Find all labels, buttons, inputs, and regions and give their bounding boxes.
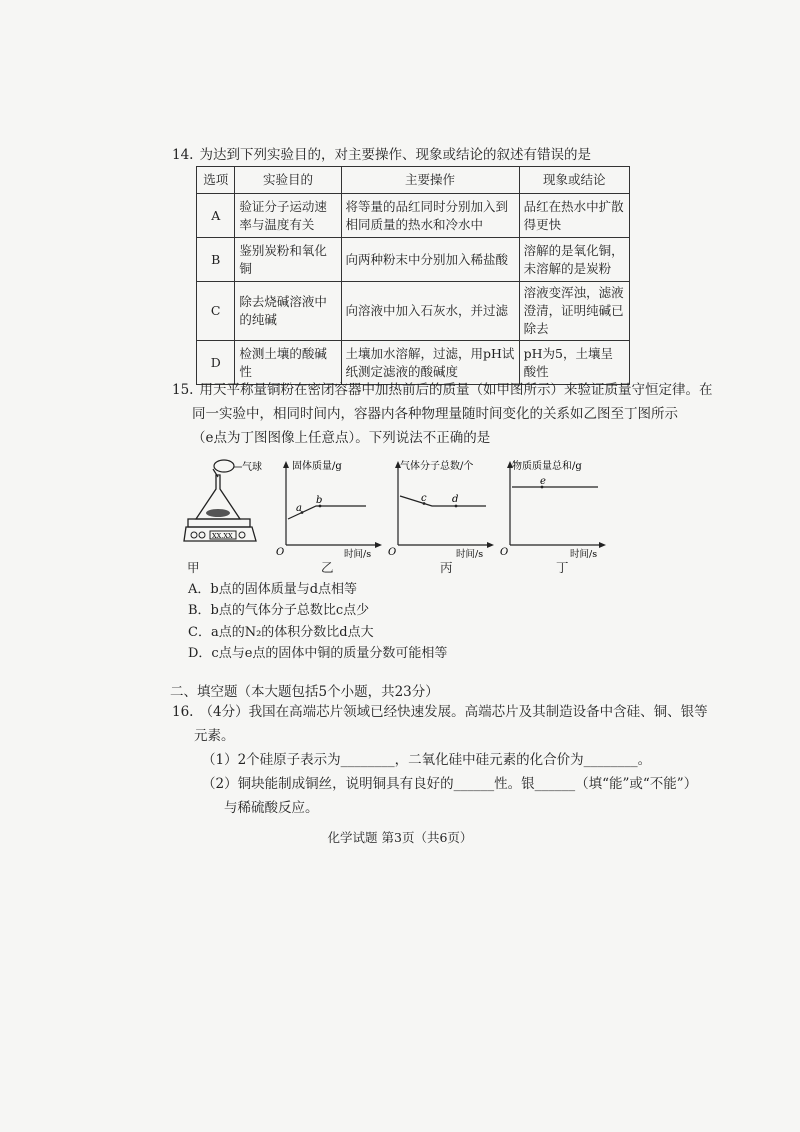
figure-jia-label: 甲 <box>187 560 200 575</box>
svg-text:c: c <box>421 493 427 504</box>
table-cell: 溶液变浑浊，滤液澄清，证明纯碱已除去 <box>519 282 629 341</box>
table-row <box>197 238 630 282</box>
options-table <box>196 166 630 385</box>
table-cell: 溶解的是氧化铜，未溶解的是炭粉 <box>519 238 629 282</box>
page-footer: 化学试题 第3页（共6页） <box>327 830 473 845</box>
question-14-stem: 14. 为达到下列实验目的，对主要操作、现象或结论的叙述有错误的是 <box>172 147 591 163</box>
table-cell: 除去烧碱溶液中的纯碱 <box>235 282 341 341</box>
copper-powder <box>206 509 230 517</box>
figure-jia-apparatus <box>180 455 280 555</box>
table-cell: B <box>197 238 235 282</box>
x-axis-label: 时间/s <box>456 549 484 560</box>
choice-d: D．c点与e点的固体中铜的质量分数可能相等 <box>188 646 448 661</box>
table-header: 现象或结论 <box>519 167 629 194</box>
table-cell: 将等量的品红同时分别加入到相同质量的热水和冷水中 <box>341 194 519 238</box>
choice-b: B．b点的气体分子总数比c点少 <box>188 603 370 618</box>
table-cell: 向两种粉末中分别加入稀盐酸 <box>341 238 519 282</box>
point-d <box>455 505 458 508</box>
balloon-shape <box>214 460 234 472</box>
table-cell: 验证分子运动速率与温度有关 <box>235 194 341 238</box>
sub-question-1: （1）2个硅原子表示为________，二氧化硅中硅元素的化合价为________。 <box>202 752 652 768</box>
choice-a: A．b点的固体质量与d点相等 <box>188 582 358 597</box>
table-cell: 鉴别炭粉和氧化铜 <box>235 238 341 282</box>
table-header-row <box>197 167 630 194</box>
table-cell: 品红在热水中扩散得更快 <box>519 194 629 238</box>
balance-display: XX.XX <box>212 532 233 540</box>
svg-text:d: d <box>452 494 459 505</box>
table-header: 选项 <box>197 167 235 194</box>
table-cell: pH为5，土壤呈酸性 <box>519 341 629 385</box>
svg-text:a: a <box>296 503 302 514</box>
figure-ding-label: 丁 <box>556 560 569 575</box>
graph-bing <box>388 455 500 560</box>
table-cell: C <box>197 282 235 341</box>
y-axis-label: 气体分子总数/个 <box>400 461 474 472</box>
question-number: 15. <box>172 382 194 398</box>
svg-text:b: b <box>316 495 323 506</box>
table-row <box>197 282 630 341</box>
figure-bing-label: 丙 <box>440 560 453 575</box>
x-axis-label: 时间/s <box>344 549 372 560</box>
origin-label: O <box>388 547 397 558</box>
table-cell: 向溶液中加入石灰水，并过滤 <box>341 282 519 341</box>
sub-question-2: （2）铜块能制成铜丝，说明铜具有良好的______性。银______（填“能”或“不能”） <box>202 776 698 792</box>
series-line <box>400 496 486 506</box>
graph-ding <box>500 455 612 560</box>
balloon-label: 气球 <box>242 462 262 473</box>
question-number: 16. <box>172 704 194 720</box>
table-row <box>197 194 630 238</box>
figure-yi-label: 乙 <box>321 560 334 575</box>
table-header: 主要操作 <box>341 167 519 194</box>
question-16: 16. （4分）我国在高端芯片领域已经快速发展。高端芯片及其制造设备中含硅、铜、银等 元素。 （1）2个硅原子表示为________，二氧化硅中硅元素的化合价为________。 （2）铜块能制成铜丝，说明铜具有良好的______性。银______（填“能”或“不能”） 与稀硫酸反应。 <box>172 700 642 820</box>
table-cell: A <box>197 194 235 238</box>
svg-text:e: e <box>540 476 546 487</box>
origin-label: O <box>276 547 285 558</box>
table-cell: 检测土壤的酸碱性 <box>235 341 341 385</box>
choice-c: C．a点的N₂的体积分数比d点大 <box>188 625 374 640</box>
section-heading: 二、填空题（本大题包括5个小题，共23分） <box>170 684 439 700</box>
origin-label: O <box>500 547 509 558</box>
question-number: 14. <box>172 147 194 163</box>
table-header: 实验目的 <box>235 167 341 194</box>
question-15-stem: 15. 用天平称量铜粉在密闭容器中加热前后的质量（如甲图所示）来验证质量守恒定律。在 同一实验中，相同时间内，容器内各种物理量随时间变化的关系如乙图至丁图所示 （e点为丁图图像上任意点）。下列说法不正确的是 <box>172 378 642 450</box>
table-cell: 土壤加水溶解，过滤，用pH试纸测定滤液的酸碱度 <box>341 341 519 385</box>
y-axis-label: 物质质量总和/g <box>512 461 582 472</box>
x-axis-label: 时间/s <box>570 549 598 560</box>
graph-yi <box>276 455 388 560</box>
table-cell: D <box>197 341 235 385</box>
y-axis-label: 固体质量/g <box>292 461 342 472</box>
